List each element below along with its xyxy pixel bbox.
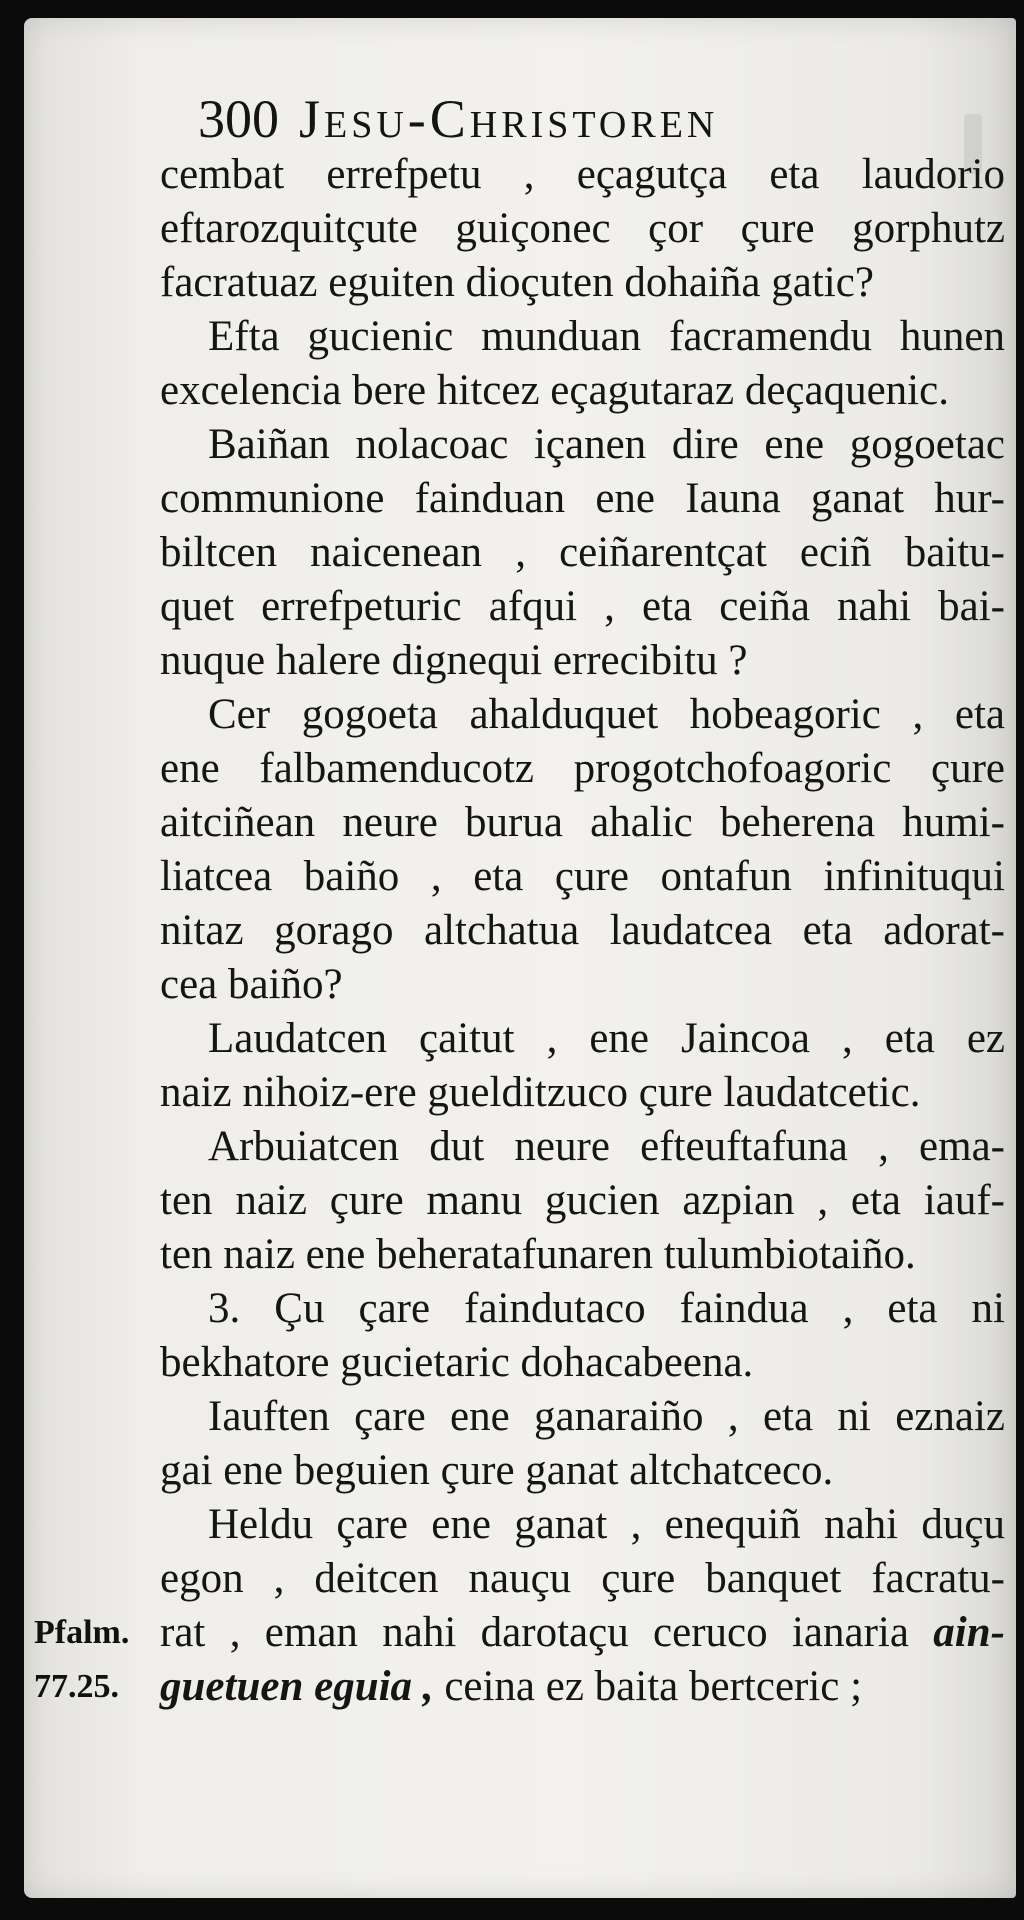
text-line: Baiñan nolacoac içanen dire ene gogoetac bbox=[208, 421, 1005, 468]
text-line: rat , eman nahi darotaçu ceruco ianaria ain- bbox=[160, 1609, 1005, 1656]
text-line: Cer gogoeta ahalduquet hobeagoric , eta bbox=[208, 691, 1005, 738]
page-header bbox=[198, 88, 718, 150]
text-line: bekhatore gucietaric dohacabeena. bbox=[160, 1339, 754, 1386]
body-text bbox=[160, 148, 1005, 1714]
text-line: guetuen eguia , ceina ez baita bertceric ; bbox=[160, 1663, 863, 1710]
text-line: cembat errefpetu , eçagutça eta laudorio bbox=[160, 151, 1005, 198]
text-line: eftarozquitçute guiçonec çor çure gorphutz bbox=[160, 205, 1005, 252]
page-number: 300 bbox=[198, 89, 279, 149]
text-line: Laudatcen çaitut , ene Jaincoa , eta ez bbox=[208, 1015, 1005, 1062]
text-line: communione fainduan ene Iauna ganat hur- bbox=[160, 475, 1005, 522]
text-line: nuque halere dignequi errecibitu ? bbox=[160, 637, 748, 684]
margin-note: 77.25. bbox=[34, 1668, 119, 1705]
italic-quote: guetuen eguia , bbox=[160, 1663, 434, 1710]
text-line: gai ene beguien çure ganat altchatceco. bbox=[160, 1447, 834, 1494]
text-line: ten naiz çure manu gucien azpian , eta iauf- bbox=[160, 1177, 1005, 1224]
text-line: 3. Çu çare faindutaco faindua , eta ni bbox=[208, 1285, 1005, 1332]
text-line: liatcea baiño , eta çure ontafun infinituqui bbox=[160, 853, 1005, 900]
text-line: facratuaz eguiten dioçuten dohaiña gatic? bbox=[160, 259, 874, 306]
text-line: biltcen naicenean , ceiñarentçat eciñ baitu- bbox=[160, 529, 1005, 576]
text-line: Iauften çare ene ganaraiño , eta ni eznaiz bbox=[208, 1393, 1005, 1440]
text-line: nitaz gorago altchatua laudatcea eta adorat- bbox=[160, 907, 1005, 954]
text-line: excelencia bere hitcez eçagutaraz deçaquenic. bbox=[160, 367, 949, 414]
running-head: Jesu-Christoren bbox=[299, 89, 719, 149]
text-line: ene falbamenducotz progotchofoagoric çure bbox=[160, 745, 1005, 792]
text-line: aitciñean neure burua ahalic beherena humi- bbox=[160, 799, 1005, 846]
text-line: ten naiz ene beheratafunaren tulumbiotaiño. bbox=[160, 1231, 916, 1278]
text-line: Efta gucienic munduan facramendu hunen bbox=[208, 313, 1005, 360]
text-line: quet errefpeturic afqui , eta ceiña nahi bai- bbox=[160, 583, 1005, 630]
text-line: naiz nihoiz-ere guelditzuco çure laudatcetic. bbox=[160, 1069, 921, 1116]
italic-quote: ain- bbox=[908, 1609, 1005, 1656]
text-line: cea baiño? bbox=[160, 961, 343, 1008]
margin-note: Pfalm. bbox=[34, 1614, 130, 1651]
text-line: Arbuiatcen dut neure efteuftafuna , ema- bbox=[208, 1123, 1005, 1170]
text-line: egon , deitcen nauçu çure banquet facratu- bbox=[160, 1555, 1005, 1602]
text-line: Heldu çare ene ganat , enequiñ nahi duçu bbox=[208, 1501, 1005, 1548]
